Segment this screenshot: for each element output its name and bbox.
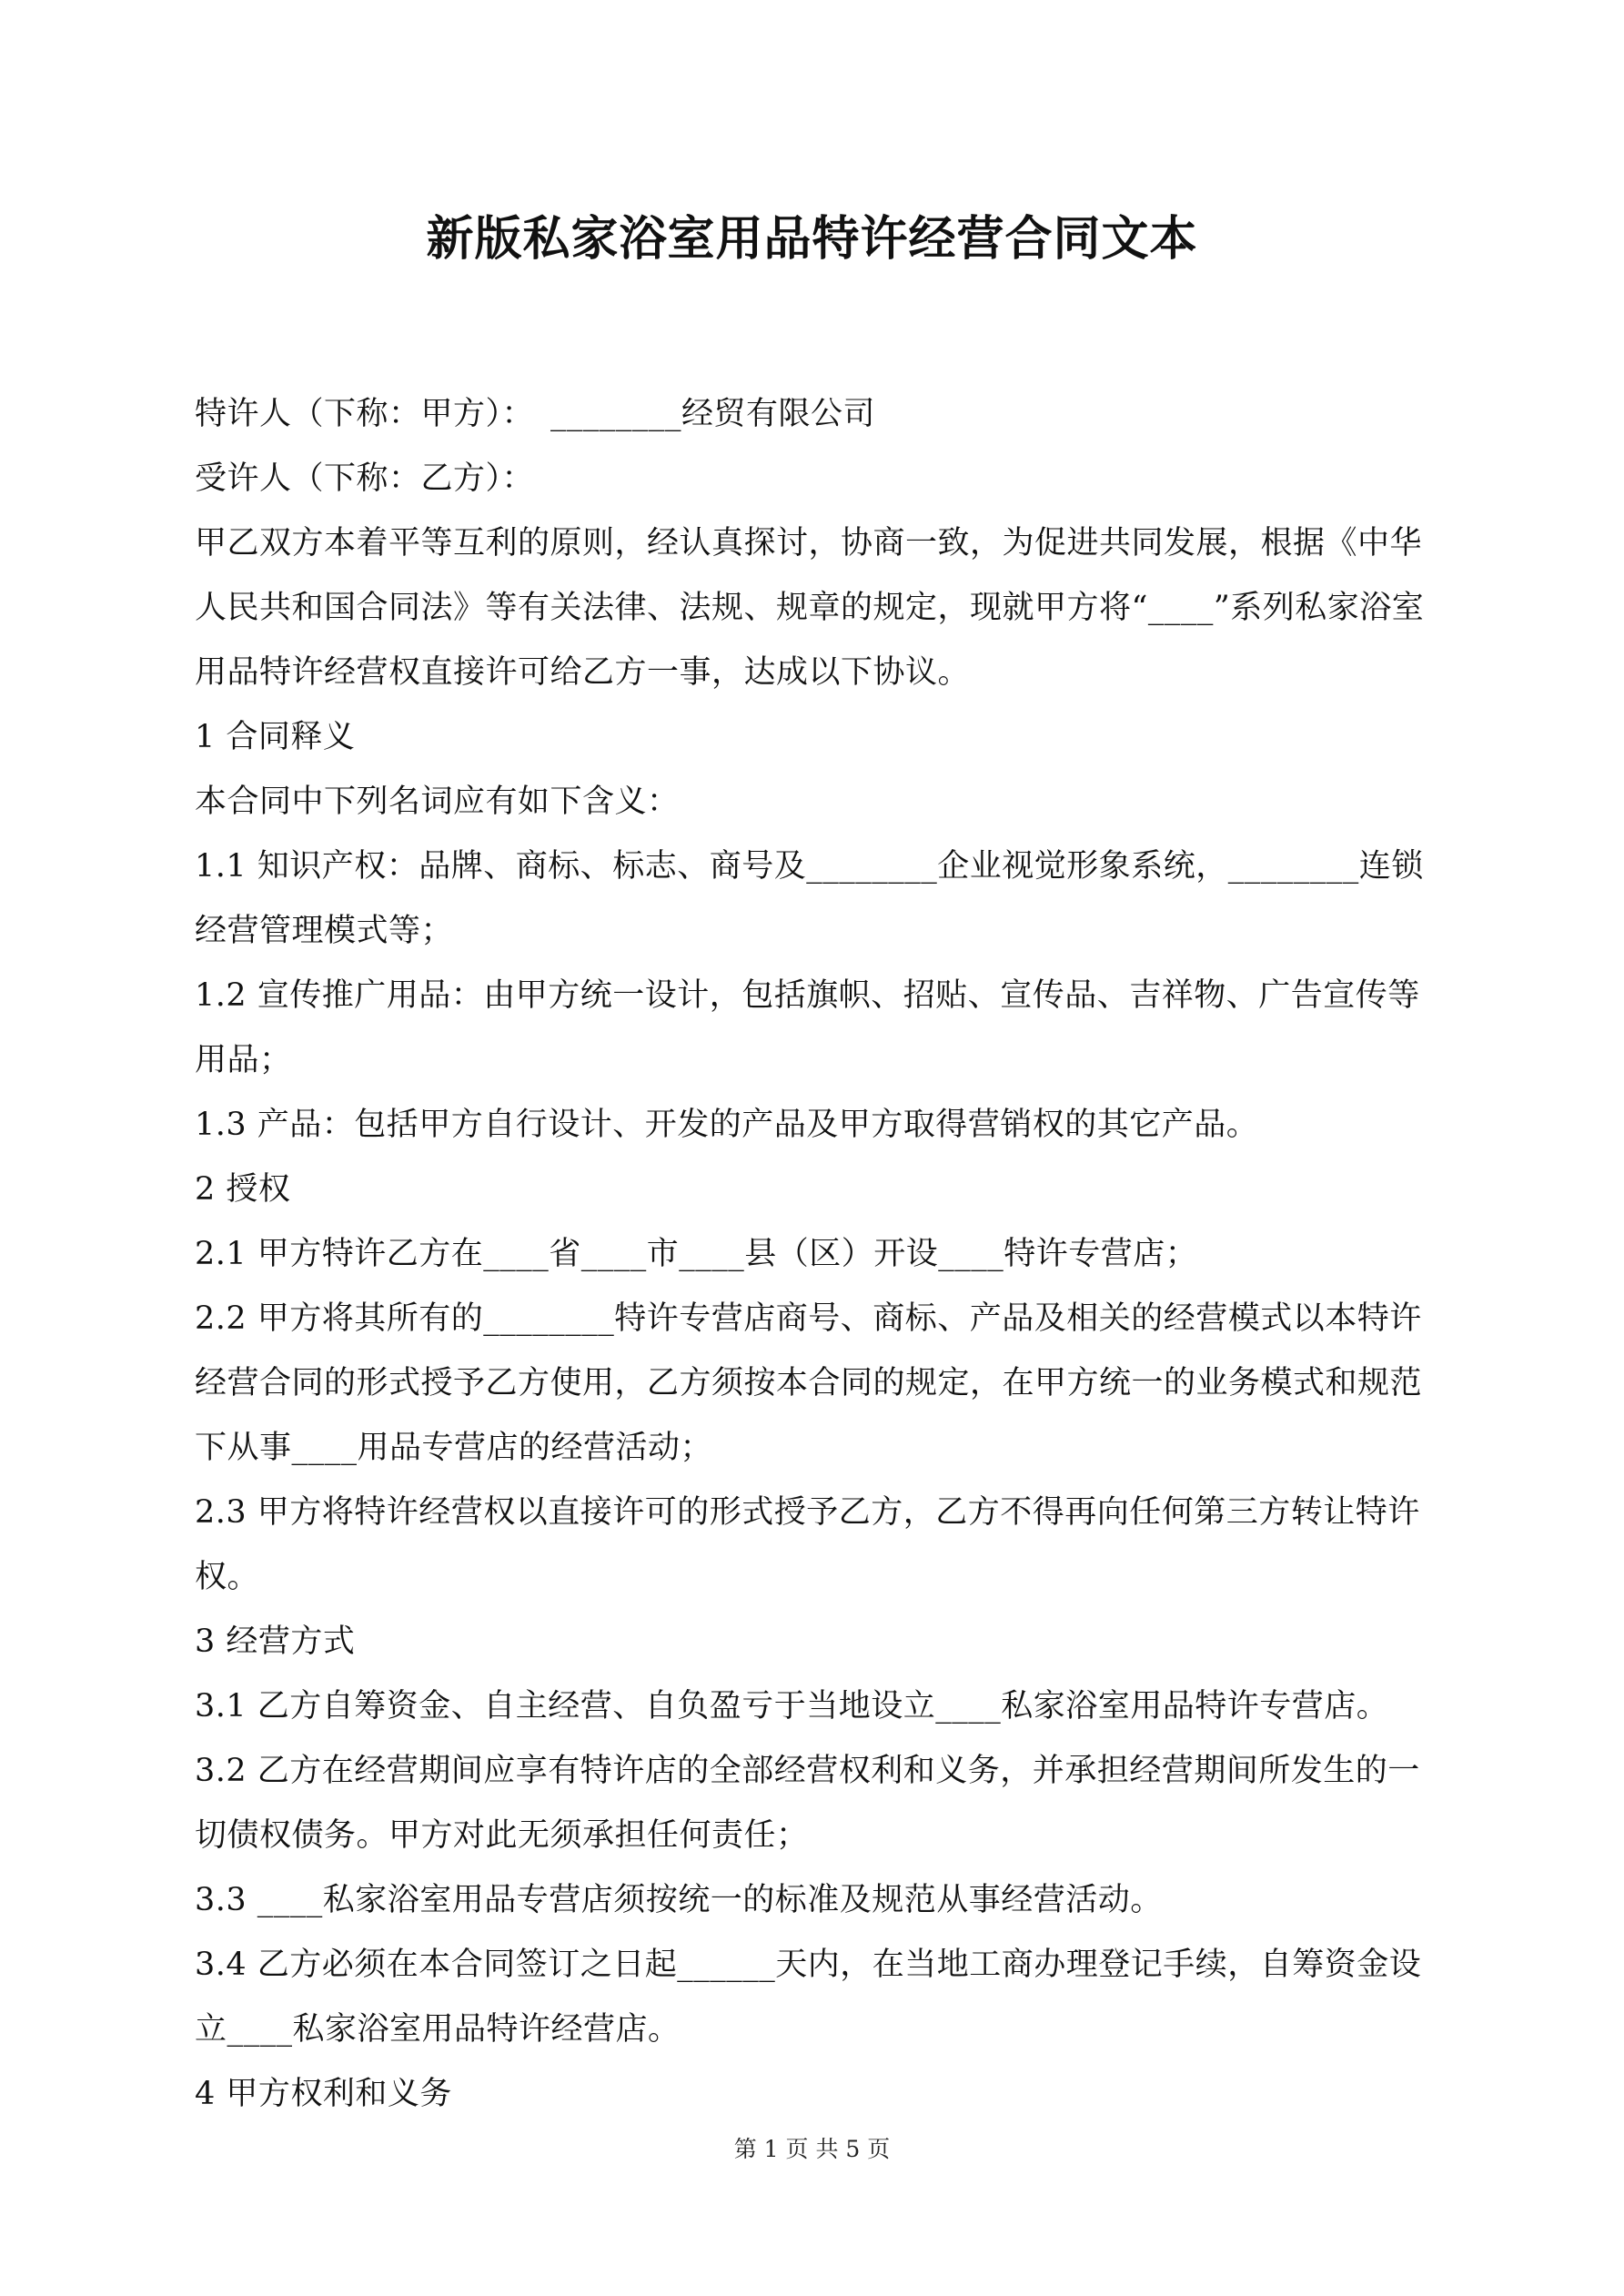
section-4-heading: 4 甲方权利和义务 bbox=[195, 2076, 452, 2112]
clause-1-3: 1.3 产品：包括甲方自行设计、开发的产品及甲方取得营销权的其它产品。 bbox=[195, 1107, 1259, 1143]
page-number-footer: 第 1 页 共 5 页 bbox=[733, 2136, 891, 2162]
document-body bbox=[195, 382, 1443, 2127]
section-1-intro: 本合同中下列名词应有如下含义： bbox=[195, 784, 680, 820]
section-3-heading: 3 经营方式 bbox=[195, 1623, 356, 1660]
clause-2-3: 2.3 甲方将特许经营权以直接许可的形式授予乙方，乙方不得再向任何第三方转让特许权。 bbox=[195, 1494, 1420, 1595]
section-2-heading: 2 授权 bbox=[195, 1171, 291, 1208]
clause-3-3: 3.3 ____私家浴室用品专营店须按统一的标准及规范从事经营活动。 bbox=[195, 1882, 1163, 1918]
clause-1-2: 1.2 宣传推广用品：由甲方统一设计，包括旗帜、招贴、宣传品、吉祥物、广告宣传等用品； bbox=[195, 977, 1420, 1078]
clause-3-4: 3.4 乙方必须在本合同签订之日起______天内，在当地工商办理登记手续，自筹资金设立____私家浴室用品特许经营店。 bbox=[195, 1947, 1422, 2048]
document-title: 新版私家浴室用品特许经营合同文本 bbox=[426, 211, 1198, 267]
clause-2-1: 2.1 甲方特许乙方在____省____市____县（区）开设____特许专营店； bbox=[195, 1236, 1198, 1272]
clause-3-1: 3.1 乙方自筹资金、自主经营、自负盈亏于当地设立____私家浴室用品特许专营店。 bbox=[195, 1688, 1389, 1725]
clause-2-2: 2.2 甲方将其所有的________特许专营店商号、商标、产品及相关的经营模式以本特许经营合同的形式授予乙方使用，乙方须按本合同的规定，在甲方统一的业务模式和规范下从事____用品专营店的经营活动； bbox=[195, 1300, 1423, 1466]
preamble-paragraph: 甲乙双方本着平等互利的原则，经认真探讨，协商一致，为促进共同发展，根据《中华人民共和国合同法》等有关法律、法规、规章的规定，现就甲方将“____”系列私家浴室用品特许经营权直接许可给乙方一事，达成以下协议。 bbox=[195, 525, 1425, 691]
party-a-line: 特许人（下称：甲方）： ________经贸有限公司 bbox=[195, 396, 876, 432]
party-b-line: 受许人（下称：乙方）： bbox=[195, 460, 535, 497]
clause-3-2: 3.2 乙方在经营期间应享有特许店的全部经营权利和义务，并承担经营期间所发生的一切债权债务。甲方对此无须承担任何责任； bbox=[195, 1753, 1420, 1854]
section-1-heading: 1 合同释义 bbox=[195, 719, 356, 755]
clause-1-1: 1.1 知识产权：品牌、商标、标志、商号及________企业视觉形象系统，________连锁经营管理模式等； bbox=[195, 848, 1424, 949]
